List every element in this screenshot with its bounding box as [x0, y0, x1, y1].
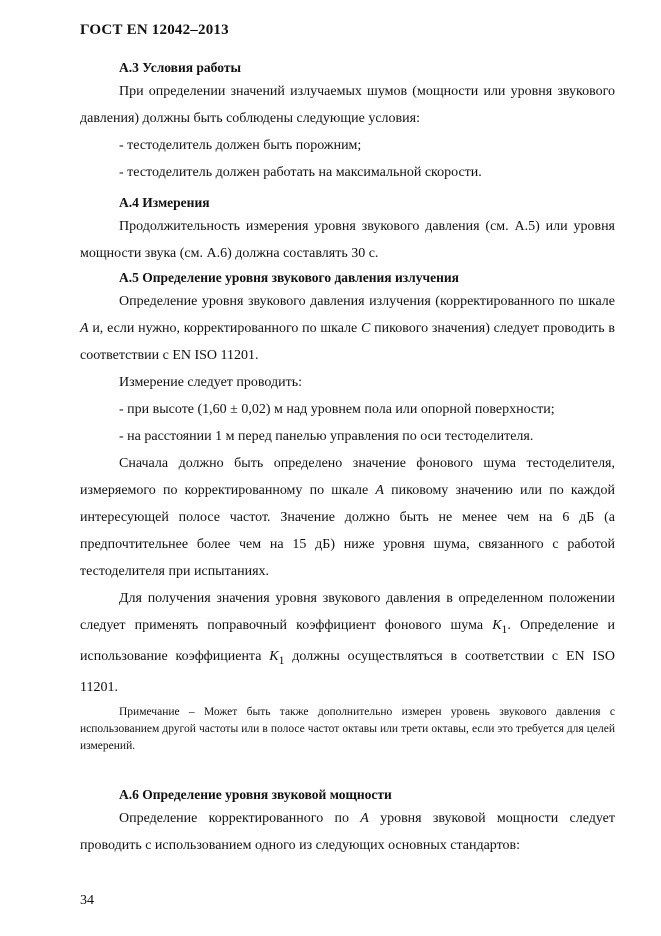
document-body: [80, 57, 615, 859]
paragraph-a5-intro: Определение уровня звукового давления излучения (корректированного по шкале A и, если нужно, корректированного по шкале C пикового значения) следует проводить в соответствии с EN ISO 11201.: [80, 294, 615, 363]
list-item: - на расстоянии 1 м перед панелью управления по оси тестоделителя.: [119, 429, 534, 444]
paragraph-a6: Определение корректированного по A уровня звуковой мощности следует проводить с использованием одного из следующих основных стандартов:: [80, 810, 615, 853]
list-item: - тестоделитель должен работать на максимальной скорости.: [119, 165, 482, 180]
paragraph-background-noise: Сначала должно быть определено значение фонового шума тестоделителя, измеряемого по корректированному по шкале A пиковому значению или по каждой интересующей полосе частот. Значение должно быть не менее чем на 6 дБ (а предпочтительнее более чем на 15 дБ) ниже уровня шума, связанного с работой тестоделителя при испытаниях.: [80, 456, 615, 579]
paragraph-a4: Продолжительность измерения уровня звукового давления (см. А.5) или уровня мощности звука (см. А.6) должна составлять 30 с.: [80, 219, 615, 261]
paragraph-a3: При определении значений излучаемых шумов (мощности или уровня звукового давления) должны быть соблюдены следующие условия:: [80, 84, 615, 126]
paragraph-correction-factor: Для получения значения уровня звукового давления в определенном положении следует применять поправочный коэффициент фонового шума $K_1$. Определение и использование коэффициента $K_1$ должны осуществляться в соответствии с EN ISO 11201.: [80, 591, 616, 695]
page-number: 34: [80, 893, 94, 908]
measurement-intro: Измерение следует проводить:: [119, 375, 303, 390]
section-heading-a6: А.6 Определение уровня звуковой мощности: [119, 786, 392, 802]
section-heading-a3: А.3 Условия работы: [119, 60, 242, 75]
section-heading-a4: А.4 Измерения: [119, 195, 210, 210]
note: Примечание – Может быть также дополнительно измерен уровень звукового давления с использованием другой частоты или в полосе частот октавы или трети октавы, если это требуется для целей измерений.: [80, 705, 615, 752]
list-item: - при высоте (1,60 ± 0,02) м над уровнем пола или опорной поверхности;: [119, 402, 555, 417]
document-header: ГОСТ EN 12042–2013: [80, 22, 229, 38]
list-item: - тестоделитель должен быть порожним;: [119, 138, 362, 153]
section-heading-a5: А.5 Определение уровня звукового давления излучения: [119, 270, 459, 285]
